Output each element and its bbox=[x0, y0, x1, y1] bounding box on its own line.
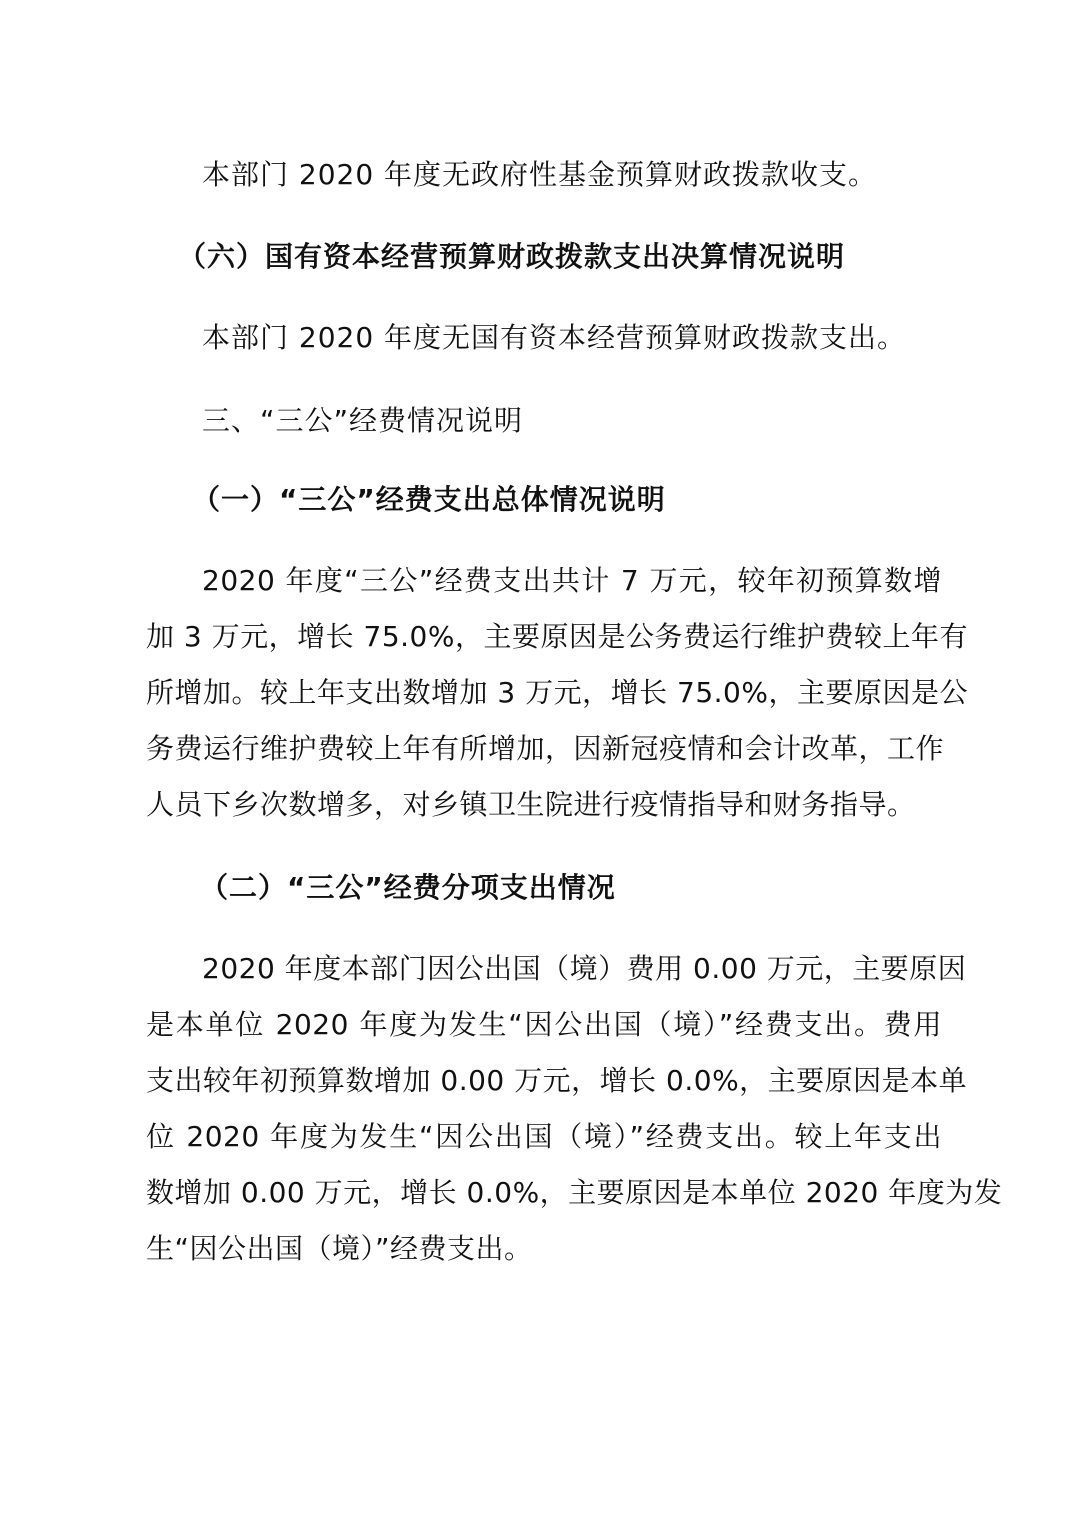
paragraph-line: 2020 年度“三公”经费支出共计 7 万元，较年初预算数增 bbox=[202, 564, 942, 597]
paragraph-line: 加 3 万元，增长 75.0%，主要原因是公务费运行维护费较上年有 bbox=[146, 620, 968, 653]
paragraph-line: 2020 年度本部门因公出国（境）费用 0.00 万元，主要原因 bbox=[202, 952, 967, 985]
heading-chapter-3: 三、“三公”经费情况说明 bbox=[202, 404, 524, 437]
paragraph-line: 所增加。较上年支出数增加 3 万元，增长 75.0%，主要原因是公 bbox=[146, 676, 968, 709]
paragraph-line: 位 2020 年度为发生“因公出国（境）”经费支出。较上年支出 bbox=[146, 1120, 942, 1153]
paragraph-line: 支出较年初预算数增加 0.00 万元，增长 0.0%，主要原因是本单 bbox=[146, 1064, 968, 1097]
heading-section-3-2: （二）“三公”经费分项支出情况 bbox=[200, 871, 616, 904]
paragraph-line: 是本单位 2020 年度为发生“因公出国（境）”经费支出。费用 bbox=[146, 1008, 942, 1041]
heading-section-3-1: （一）“三公”经费支出总体情况说明 bbox=[192, 483, 666, 516]
paragraph-capital-budget: 本部门 2020 年度无国有资本经营预算财政拨款支出。 bbox=[202, 321, 907, 354]
paragraph-line: 务费运行维护费较上年有所增加，因新冠疫情和会计改革，工作 bbox=[146, 732, 945, 765]
paragraph-line: 人员下乡次数增多，对乡镇卫生院进行疫情指导和财务指导。 bbox=[146, 788, 916, 821]
paragraph-line: 生“因公出国（境）”经费支出。 bbox=[146, 1232, 533, 1265]
paragraph-fund-budget: 本部门 2020 年度无政府性基金预算财政拨款收支。 bbox=[202, 158, 878, 191]
paragraph-line: 数增加 0.00 万元，增长 0.0%，主要原因是本单位 2020 年度为发 bbox=[146, 1176, 1003, 1209]
heading-section-6: （六）国有资本经营预算财政拨款支出决算情况说明 bbox=[178, 240, 846, 273]
